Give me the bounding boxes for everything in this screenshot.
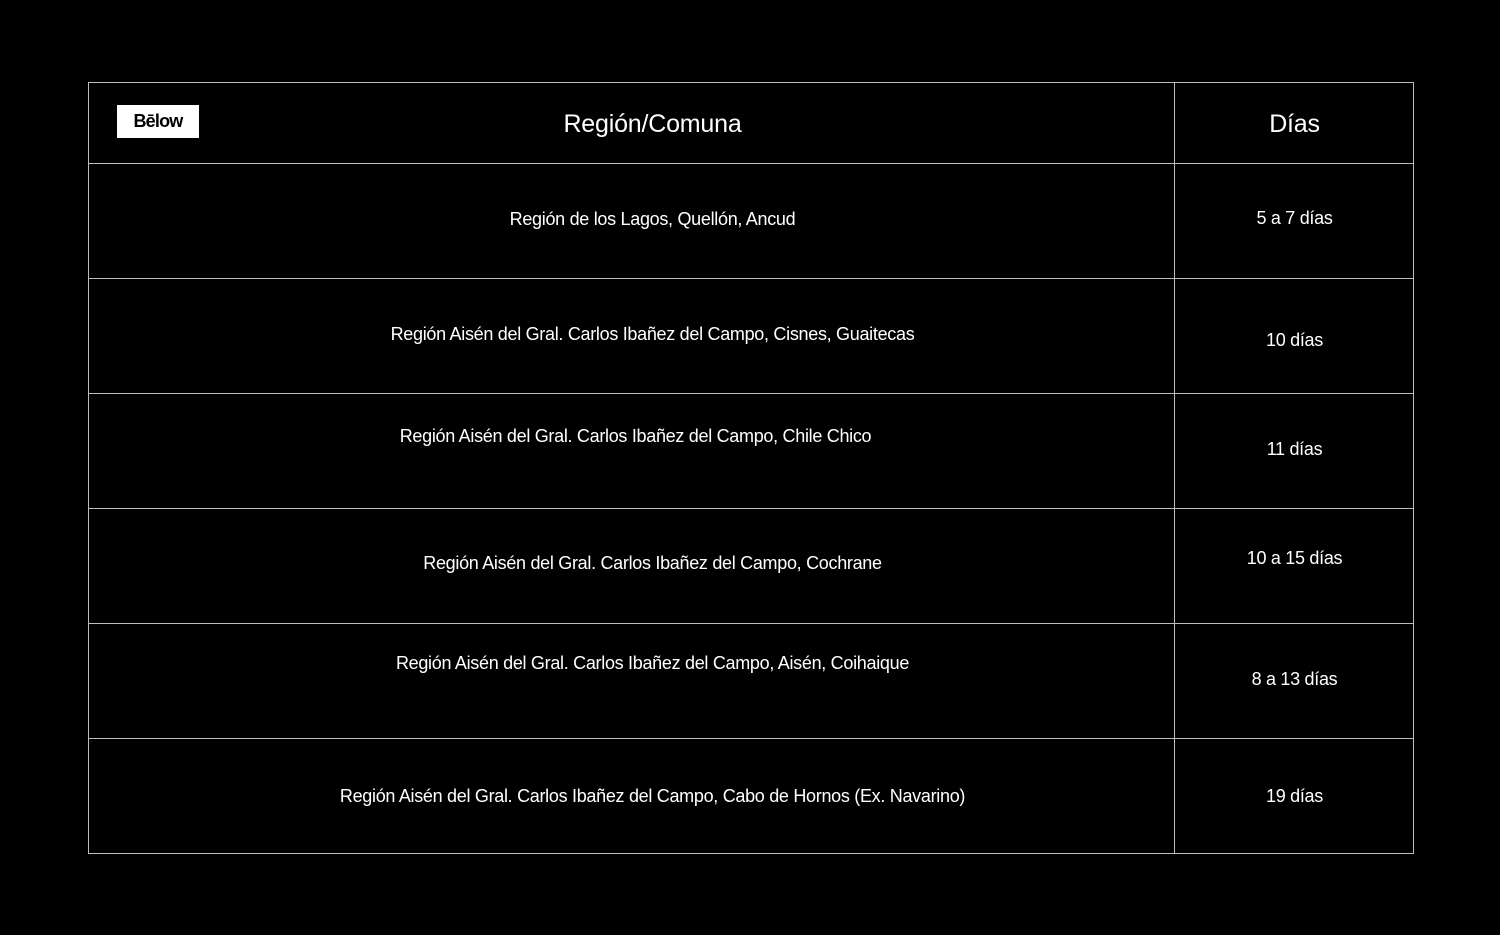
shipping-times-table <box>88 82 1414 854</box>
days-cell <box>1174 394 1414 508</box>
region-text: Región Aisén del Gral. Carlos Ibañez del Campo, Aisén, Coihaique <box>395 653 910 673</box>
table-row <box>89 739 1413 853</box>
days-text: 19 días <box>1266 786 1323 806</box>
days-text: 8 a 13 días <box>1251 669 1338 689</box>
days-cell <box>1174 624 1414 738</box>
region-text: Región Aisén del Gral. Carlos Ibañez del Campo, Chile Chico <box>399 426 872 446</box>
days-text: 10 días <box>1266 330 1323 350</box>
table-header-row <box>89 83 1413 164</box>
header-cell-days <box>1174 83 1414 163</box>
days-cell <box>1174 509 1414 623</box>
days-text: 10 a 15 días <box>1246 548 1343 568</box>
days-text: 5 a 7 días <box>1256 208 1333 228</box>
region-cell <box>89 279 1174 393</box>
region-cell <box>89 164 1174 278</box>
region-text: Región Aisén del Gral. Carlos Ibañez del Campo, Cochrane <box>423 553 882 573</box>
table-row <box>89 624 1413 739</box>
region-text: Región de los Lagos, Quellón, Ancud <box>509 209 796 229</box>
region-cell <box>89 739 1174 853</box>
region-text: Región Aisén del Gral. Carlos Ibañez del Campo, Cabo de Hornos (Ex. Navarino) <box>339 786 966 806</box>
header-cell-region <box>89 83 1174 163</box>
days-cell <box>1174 164 1414 278</box>
header-region-label: Región/Comuna <box>563 110 742 138</box>
header-days-label: Días <box>1269 110 1320 138</box>
region-cell <box>89 509 1174 623</box>
table-row <box>89 164 1413 279</box>
table-row <box>89 509 1413 624</box>
table-row <box>89 394 1413 509</box>
days-text: 11 días <box>1266 439 1323 459</box>
logo-text: Bēlow <box>133 111 183 131</box>
days-cell <box>1174 279 1414 393</box>
region-cell <box>89 624 1174 738</box>
table-row <box>89 279 1413 394</box>
region-cell <box>89 394 1174 508</box>
region-text: Región Aisén del Gral. Carlos Ibañez del Campo, Cisnes, Guaitecas <box>390 324 915 344</box>
days-cell <box>1174 739 1414 853</box>
